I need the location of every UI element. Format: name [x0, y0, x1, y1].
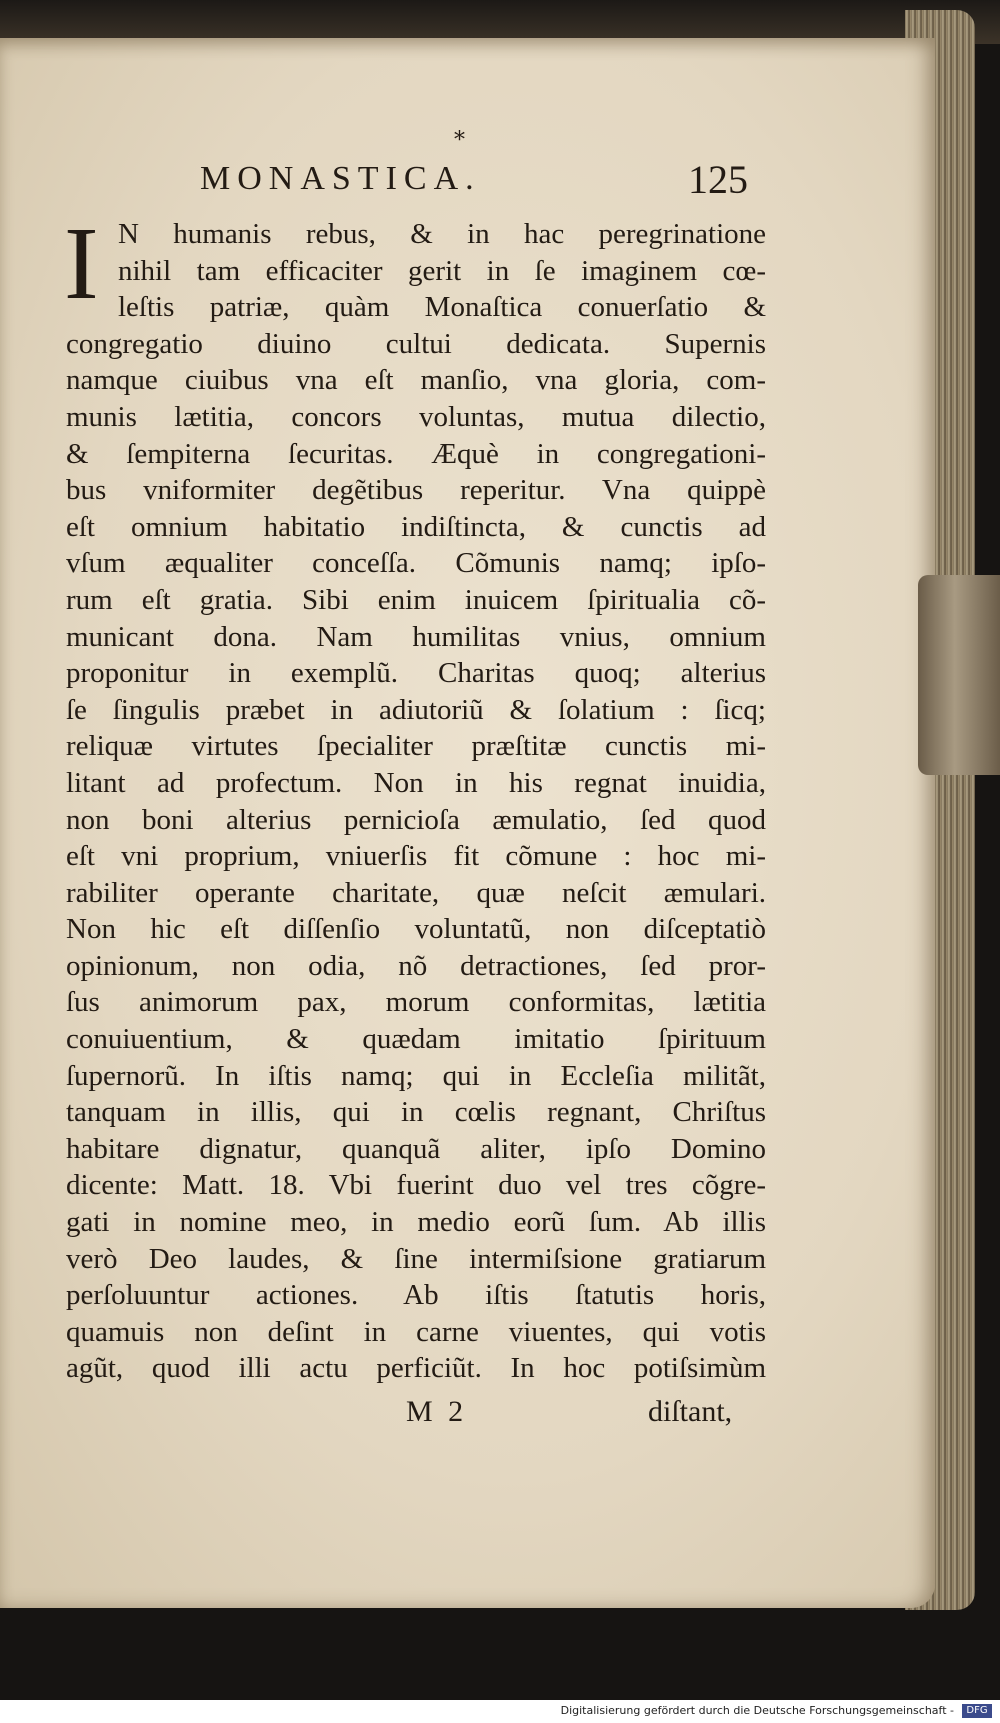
text-line: conuiuentium, & quædam imitatio ſpirituum: [66, 1023, 766, 1056]
text-line: N humanis rebus, & in hac peregrinatione: [118, 218, 766, 250]
text-line: dicente: Matt. 18. Vbi fuerint duo vel tres cõgre-: [66, 1169, 766, 1202]
digitization-notice: Digitalisierung gefördert durch die Deutsche Forschungsgemeinschaft -: [560, 1704, 954, 1717]
text-line: & ſempiterna ſecuritas. Æquè in congregationi-: [66, 437, 766, 470]
text-line: tanquam in illis, qui in cœlis regnant, Chriſtus: [66, 1096, 766, 1129]
text-line: reliquæ virtutes ſpecialiter præſtitæ cunctis mi-: [66, 730, 766, 763]
text-line: namque ciuibus vna eſt manſio, vna gloria, com-: [66, 364, 766, 397]
dfg-logo: DFG: [962, 1704, 992, 1718]
page-number: 125: [688, 157, 748, 202]
text-line: bus vniformiter degẽtibus reperitur. Vna quippè: [66, 474, 766, 507]
text-line: non boni alterius pernicioſa æmulatio, ſed quod: [66, 803, 766, 836]
book-clasp: [918, 575, 1000, 775]
text-line: ſus animorum pax, morum conformitas, lætitia: [66, 986, 766, 1019]
text-line: litant ad profectum. Non in his regnat inuidia,: [66, 766, 766, 799]
text-block: [64, 128, 766, 1431]
text-line: proponitur in exemplũ. Charitas quoq; alterius: [66, 657, 766, 690]
text-line: rum eſt gratia. Sibi enim inuicem ſpiritualia cõ-: [66, 583, 766, 616]
page-footer: [66, 1387, 766, 1431]
drop-cap-initial: I: [64, 206, 99, 321]
running-head: [66, 128, 766, 214]
text-line: opinionum, non odia, nõ detractiones, ſed pror-: [66, 949, 766, 982]
text-line: ſe ſingulis præbet in adiutoriũ & ſolatium : ſicq;: [66, 693, 766, 726]
text-line: eſt omnium habitatio indiſtincta, & cunctis ad: [66, 510, 766, 543]
digitization-footer: [0, 1700, 1000, 1723]
text-line: quamuis non deſint in carne viuentes, qui votis: [66, 1315, 766, 1348]
text-line: verò Deo laudes, & ſine intermiſsione gratiarum: [66, 1242, 766, 1275]
text-line: nihil tam efficaciter gerit in ſe imaginem cœ-: [118, 254, 766, 287]
signature-mark: M 2: [406, 1395, 468, 1428]
text-line: eſt vni proprium, vniuerſis fit cõmune : hoc mi-: [66, 840, 766, 873]
book-page: [0, 38, 935, 1608]
text-line: ſupernorũ. In iſtis namq; qui in Eccleſia militãt,: [66, 1059, 766, 1092]
text-line: leſtis patriæ, quàm Monaſtica conuerſatio &: [118, 291, 766, 324]
header-mark: *: [454, 128, 465, 153]
text-line: gati in nomine meo, in medio eorũ ſum. Ab illis: [66, 1206, 766, 1239]
body-text: [64, 206, 766, 1387]
text-line: agũt, quod illi actu perficiũt. In hoc potiſsimùm: [66, 1352, 766, 1385]
text-line: rabiliter operante charitate, quæ neſcit æmulari.: [66, 876, 766, 909]
text-line: vſum æqualiter conceſſa. Cõmunis namq; ipſo-: [66, 547, 766, 580]
text-line: munis lætitia, concors voluntas, mutua dilectio,: [66, 400, 766, 433]
catchword: diſtant,: [648, 1395, 733, 1428]
text-line: habitare dignatur, quanquã aliter, ipſo Domino: [66, 1132, 766, 1165]
text-line: congregatio diuino cultui dedicata. Supernis: [66, 327, 766, 360]
text-line: perſoluuntur actiones. Ab iſtis ſtatutis horis,: [66, 1279, 766, 1312]
text-line: Non hic eſt diſſenſio voluntatũ, non diſceptatiò: [66, 913, 766, 946]
page-title: MONASTICA.: [200, 160, 481, 197]
text-line: municant dona. Nam humilitas vnius, omnium: [66, 620, 766, 653]
